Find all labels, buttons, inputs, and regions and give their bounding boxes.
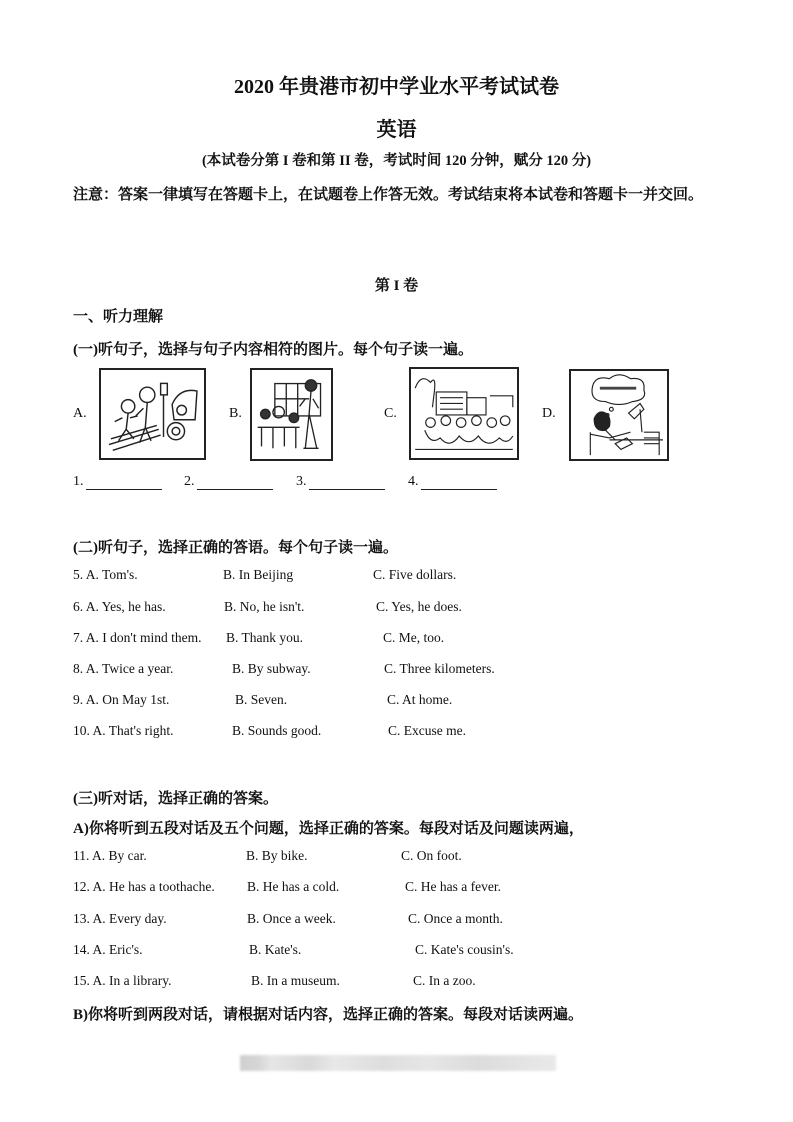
answer-blank-2[interactable]	[184, 474, 273, 490]
question-13-option-b: B. Once a week.	[247, 911, 336, 926]
question-11-option-b: B. By bike.	[246, 848, 308, 863]
question-9-option-b: B. Seven.	[235, 692, 288, 707]
question-7-option-c: C. Me, too.	[383, 630, 445, 645]
exam-subject: 英语	[376, 119, 417, 141]
question-7-option-b: B. Thank you.	[226, 630, 303, 645]
question-9	[73, 692, 169, 708]
blank-line	[86, 475, 162, 490]
question-9-option-c: C. At home.	[387, 692, 453, 707]
option-a: A. He has a toothache.	[92, 879, 215, 894]
option-a: A. That's right.	[92, 723, 174, 738]
part-a-instructions: A)你将听到五段对话及五个问题，选择正确的答案。每段对话及问题读两遍，	[73, 821, 584, 837]
picture-student-desk-thinking-icon	[569, 369, 669, 461]
exam-info: (本试卷分第 I 卷和第 II 卷，考试时间 120 分钟，赋分 120 分)	[201, 153, 592, 169]
question-10-option-c: C. Excuse me.	[388, 723, 466, 738]
question-number: 6.	[73, 599, 84, 614]
question-number: 5.	[73, 567, 84, 582]
picture-label-d: D.	[542, 406, 556, 421]
question-5-option-b: B. In Beijing	[223, 567, 294, 582]
answer-blank-4[interactable]	[408, 474, 497, 490]
question-number: 15.	[73, 973, 90, 988]
answer-blank-3[interactable]	[296, 474, 385, 490]
question-5-option-c: C. Five dollars.	[373, 567, 457, 582]
question-13-option-c: C. Once a month.	[408, 911, 503, 926]
picture-crosswalk-family-icon	[99, 368, 206, 460]
question-number: 8.	[73, 661, 84, 676]
question-14	[73, 942, 143, 958]
picture-classroom-teacher-icon	[250, 368, 333, 461]
part-heading: 第 I 卷	[374, 278, 419, 294]
exam-notice: 注意：答案一律填写在答题卡上，在试题卷上作答无效。考试结束将本试卷和答题卡一并交回。	[73, 187, 704, 203]
option-a: A. Twice a year.	[85, 661, 174, 676]
question-15	[73, 973, 172, 989]
question-5	[73, 567, 138, 583]
question-6	[73, 599, 166, 615]
question-15-option-c: C. In a zoo.	[413, 973, 476, 988]
option-a: A. On May 1st.	[85, 692, 170, 707]
blank-label: 3.	[296, 474, 307, 489]
question-6-option-c: C. Yes, he does.	[376, 599, 462, 614]
question-14-option-c: C. Kate's cousin's.	[415, 942, 514, 957]
question-number: 13.	[73, 911, 90, 926]
option-a: A. Every day.	[92, 911, 167, 926]
blurred-footer-watermark	[240, 1055, 556, 1071]
sub-heading-1: (一)听句子，选择与句子内容相符的图片。每个句子读一遍。	[73, 342, 473, 358]
question-number: 14.	[73, 942, 90, 957]
picture-label-c: C.	[384, 406, 397, 421]
question-8-option-b: B. By subway.	[232, 661, 311, 676]
question-15-option-b: B. In a museum.	[251, 973, 340, 988]
blank-line	[197, 475, 273, 490]
blank-label: 2.	[184, 474, 195, 489]
blank-label: 4.	[408, 474, 419, 489]
option-a: A. By car.	[92, 848, 147, 863]
question-number: 10.	[73, 723, 90, 738]
question-number: 11.	[73, 848, 90, 863]
question-12	[73, 879, 215, 895]
sub-heading-2: (二)听句子，选择正确的答语。每个句子读一遍。	[73, 540, 398, 556]
question-11-option-c: C. On foot.	[401, 848, 462, 863]
question-12-option-b: B. He has a cold.	[247, 879, 340, 894]
blank-line	[421, 475, 497, 490]
question-13	[73, 911, 167, 927]
question-8-option-c: C. Three kilometers.	[384, 661, 495, 676]
part-b-instructions: B)你将听到两段对话，请根据对话内容，选择正确的答案。每段对话读两遍。	[73, 1007, 584, 1023]
question-number: 9.	[73, 692, 84, 707]
question-10	[73, 723, 173, 739]
question-11	[73, 848, 147, 864]
question-number: 12.	[73, 879, 90, 894]
picture-label-b: B.	[229, 406, 242, 421]
option-a: A. Eric's.	[92, 942, 143, 957]
answer-blank-1[interactable]	[73, 474, 162, 490]
picture-label-a: A.	[73, 406, 87, 421]
question-10-option-b: B. Sounds good.	[232, 723, 322, 738]
question-number: 7.	[73, 630, 84, 645]
question-12-option-c: C. He has a fever.	[405, 879, 501, 894]
option-a: A. Yes, he has.	[85, 599, 166, 614]
option-a: A. In a library.	[92, 973, 172, 988]
question-6-option-b: B. No, he isn't.	[224, 599, 305, 614]
sub-heading-3: (三)听对话，选择正确的答案。	[73, 791, 278, 807]
option-a: A. I don't mind them.	[85, 630, 202, 645]
exam-title: 2020 年贵港市初中学业水平考试试卷	[234, 76, 559, 98]
question-14-option-b: B. Kate's.	[249, 942, 302, 957]
question-8	[73, 661, 173, 677]
question-7	[73, 630, 201, 646]
section-heading-listening: 一、听力理解	[73, 309, 164, 325]
blank-label: 1.	[73, 474, 84, 489]
blank-line	[309, 475, 385, 490]
picture-school-crowd-icon	[409, 367, 519, 460]
option-a: A. Tom's.	[85, 567, 138, 582]
